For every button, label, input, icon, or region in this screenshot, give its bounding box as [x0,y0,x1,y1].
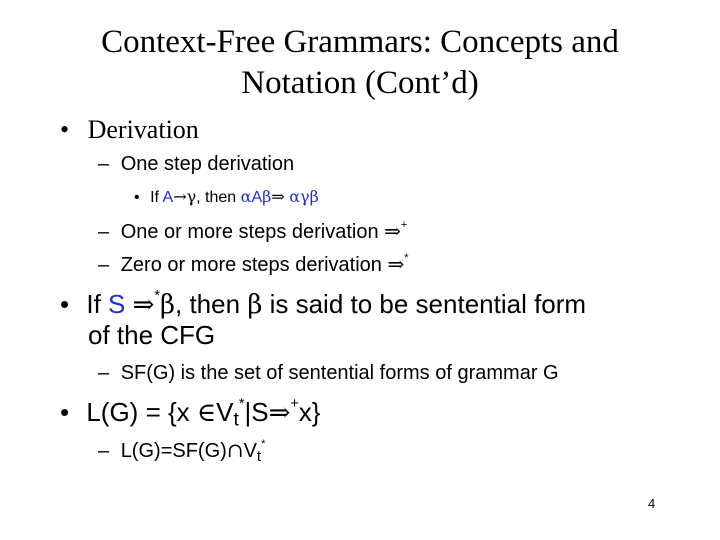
star-superscript: * [261,438,266,451]
beta-symbol-2: β [247,289,263,320]
start-symbol-s: S [108,288,126,319]
sub-bullet-text: Zero or more steps derivation [120,254,388,276]
dash-marker: – [98,153,110,175]
sub-bullet-text: One or more steps derivation [120,221,385,243]
derive-symbol: ⇒ [132,289,155,320]
vocabulary-v: V [216,396,234,427]
derive-symbol: ⇒ [268,397,291,428]
beta-symbol: β [262,187,272,206]
bullet-if-s-continuation: of the CFG [88,320,216,350]
terminal-subscript: t [256,447,262,465]
language-suffix: x} [298,396,321,427]
star-superscript: * [404,252,409,265]
production-arrow: → [173,187,187,206]
bullet-derivation [60,115,199,145]
bullet-if-s [60,288,586,320]
sub-bullet-text: One step derivation [120,153,295,175]
if-word: If [86,288,101,319]
sub-bullet-one-step [98,153,294,176]
bullet-marker: • [60,115,70,144]
title-line-2: Notation (Cont’d) [241,65,479,101]
dash-marker: – [98,440,110,462]
alpha-gamma-beta: αγβ [289,187,319,206]
if-word: If [150,189,159,206]
bullet-marker: • [60,396,70,427]
sub-bullet-language-equation [98,438,265,465]
alpha-symbol: α [240,187,252,206]
star-superscript: * [154,288,160,304]
nonterminal-a: A [162,189,174,206]
derive-symbol: ⇒ [384,219,401,243]
element-of-symbol: ∈ [196,397,217,428]
dash-marker: – [98,254,110,276]
derive-symbol: ⇒ [387,252,405,276]
derive-symbol: ⇒ [271,187,285,206]
terminal-subscript: t [233,408,239,431]
language-prefix: L(G) = {x [86,396,190,427]
bar-s: |S [244,396,269,427]
then-text: , then [196,189,237,206]
sub-bullet-one-or-more [98,219,407,244]
sub-bullet-text: SF(G) is the set of sentential forms of grammar G [120,362,559,384]
nonterminal-a-2: A [251,189,263,206]
intersection-symbol: ∩ [226,438,244,462]
sub-sub-bullet-if-rule [134,187,319,207]
equation-prefix: L(G)=SF(G) [120,440,227,462]
sub-bullet-sf [98,362,559,385]
title-line-1: Context-Free Grammars: Concepts and [101,24,619,60]
dash-marker: – [98,362,110,384]
bullet-marker: • [134,189,140,206]
then-text: , then [175,288,241,319]
bullet-text: Derivation [87,115,199,144]
gamma-symbol: γ [186,187,197,206]
dash-marker: – [98,221,110,243]
slide-title [0,22,720,104]
star-superscript: * [238,396,245,412]
beta-symbol: β [159,289,176,320]
bullet-marker: • [60,288,70,319]
plus-superscript: + [400,219,408,232]
vocabulary-v: V [243,440,257,462]
sentential-form-text: is said to be sentential form [269,288,587,319]
bullet-language-definition [60,396,320,432]
sub-bullet-zero-or-more [98,252,409,277]
page-number: 4 [648,496,656,511]
plus-superscript: + [290,396,299,412]
